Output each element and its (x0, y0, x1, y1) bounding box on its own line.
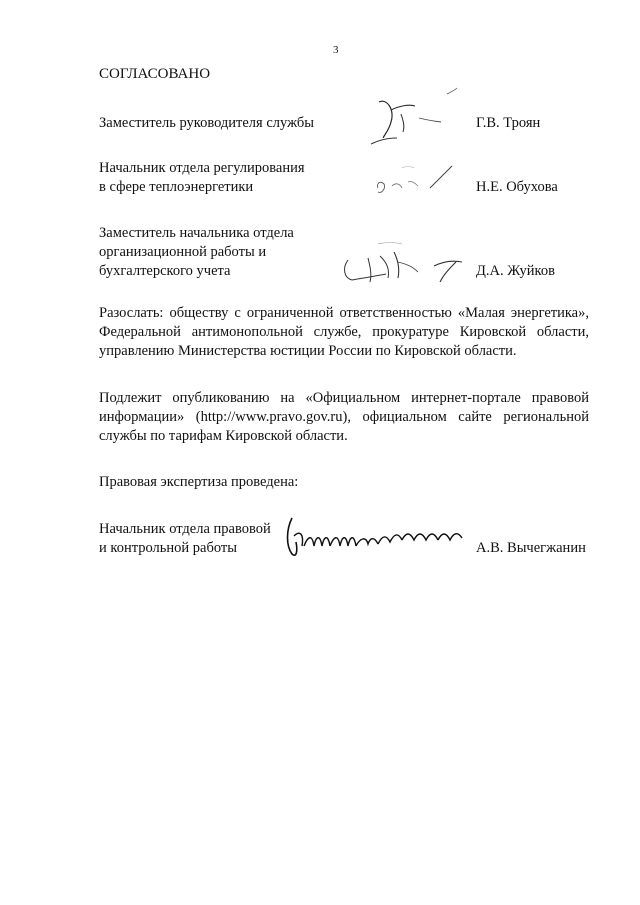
legal-signatory-title (99, 520, 271, 558)
publication-paragraph (99, 389, 589, 446)
approver-title-1 (99, 114, 314, 133)
approver-name-2: Н.Е. Обухова (476, 179, 558, 195)
publication-line: службы по тарифам Кировской области. (99, 428, 348, 444)
publication-line: Подлежит опубликованию на «Официальном интернет-портале правовой (99, 390, 589, 406)
approver-name-3: Д.А. Жуйков (476, 263, 555, 279)
legal-review-note: Правовая экспертиза проведена: (99, 474, 299, 490)
approver-title-line: организационной работы и (99, 244, 267, 260)
signature-obukhova (372, 162, 462, 202)
approver-title-line: Начальник отдела регулирования (99, 160, 305, 176)
approver-name-1: Г.В. Троян (476, 115, 541, 131)
approver-title-line: бухгалтерского учета (99, 263, 231, 279)
signature-zhuikov (338, 238, 468, 288)
distribution-paragraph (99, 304, 589, 361)
distribution-line: Федеральной антимонопольной службе, прокуратуре Кировской области, (99, 324, 589, 340)
legal-signatory-title-line: Начальник отдела правовой (99, 521, 271, 537)
approver-title-3 (99, 224, 294, 281)
signature-vychegzhanin (282, 512, 472, 562)
approver-title-line: Заместитель руководителя службы (99, 115, 315, 131)
distribution-line: Разослать: обществу с ограниченной ответственностью «Малая энергетика», (99, 305, 589, 321)
page-number: 3 (333, 44, 339, 56)
legal-signatory-name: А.В. Вычегжанин (476, 540, 586, 556)
legal-signatory-title-line: и контрольной работы (99, 540, 237, 556)
distribution-line: управлению Министерства юстиции России по Кировской области. (99, 343, 517, 359)
approval-heading: СОГЛАСОВАНО (99, 66, 211, 82)
approver-title-line: в сфере теплоэнергетики (99, 179, 254, 195)
publication-line: информации» (http://www.pravo.gov.ru), официальном сайте региональной (99, 409, 589, 425)
signature-troyan (365, 88, 475, 148)
approver-title-2 (99, 159, 305, 197)
approver-title-line: Заместитель начальника отдела (99, 225, 294, 241)
